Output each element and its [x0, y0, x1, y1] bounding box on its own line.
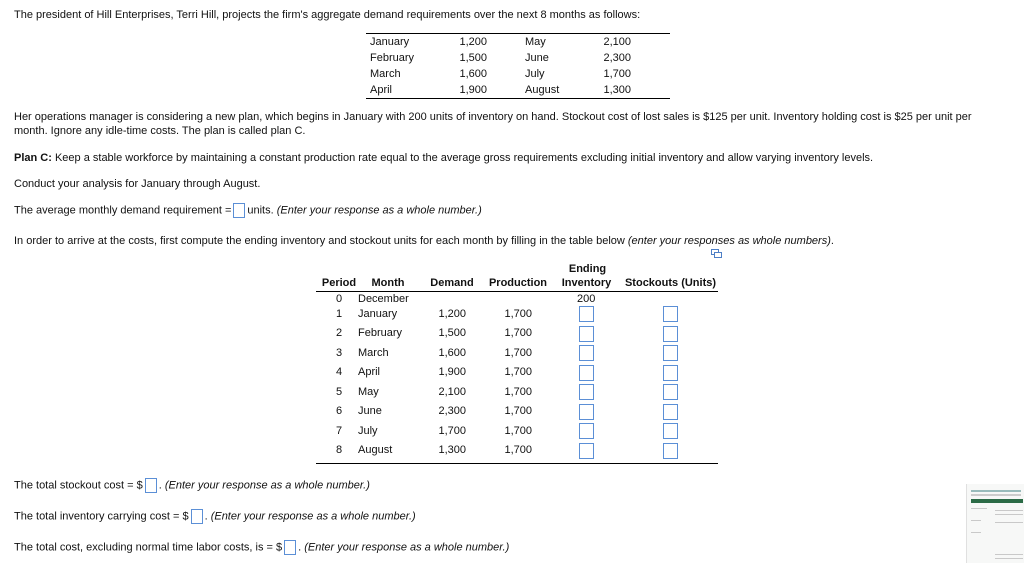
stockouts-input[interactable]: [663, 384, 678, 400]
instruction-end: .: [830, 235, 834, 247]
production-cell: 1,700: [504, 405, 532, 417]
thumbnail-line: [995, 558, 1023, 559]
month-cell: June: [358, 405, 382, 417]
demand-value: 2,100: [603, 36, 631, 48]
ending-inventory-input[interactable]: [579, 345, 594, 361]
avg-demand-suffix: units.: [247, 204, 274, 217]
ending-inventory-input[interactable]: [579, 443, 594, 459]
plan-description-line1: Her operations manager is considering a new plan, which begins in January with 200 units of inventory on hand. Stockout cost of lost sales is $125 per unit. Inventory holding cost is $25 per unit per: [14, 111, 972, 123]
demand-cell: 1,700: [438, 425, 466, 437]
plan-c-label: Plan C:: [14, 152, 52, 164]
carrying-cost-end: .: [204, 510, 208, 523]
total-cost-prefix: The total cost, excluding normal time labor costs, is = $: [14, 541, 283, 554]
production-cell: 1,700: [504, 386, 532, 398]
header-stockouts: Stockouts (Units): [624, 277, 717, 289]
thumbnail-header-bar: [971, 490, 1021, 492]
header-demand: Demand: [430, 277, 474, 289]
ending-inventory-input[interactable]: [579, 404, 594, 420]
total-cost-input[interactable]: [284, 540, 296, 555]
production-cell: 1,700: [504, 327, 532, 339]
period-cell: 3: [336, 347, 343, 359]
production-cell: 1,700: [504, 425, 532, 437]
avg-demand-hint: (Enter your response as a whole number.): [276, 204, 482, 217]
demand-value: 2,300: [603, 52, 631, 64]
plan-table-header-rule: [316, 291, 718, 292]
production-cell: 1,700: [504, 308, 532, 320]
total-cost-question: [14, 540, 509, 555]
period-cell: 8: [336, 444, 343, 456]
month-cell: May: [358, 386, 379, 398]
stockouts-input[interactable]: [663, 404, 678, 420]
ending-inventory-cell: 200: [577, 293, 596, 305]
demand-cell: 1,300: [438, 444, 466, 456]
header-month: Month: [371, 277, 405, 289]
demand-cell: 1,500: [438, 327, 466, 339]
plan-table-bottom-rule: [316, 463, 718, 464]
stockouts-input[interactable]: [663, 443, 678, 459]
thumbnail-line: [995, 514, 1023, 515]
stockouts-input[interactable]: [663, 326, 678, 342]
header-ending-top: Ending: [568, 263, 607, 275]
header-ending-bottom: Inventory: [561, 277, 612, 289]
demand-value: 1,600: [459, 68, 487, 80]
demand-cell: 2,300: [438, 405, 466, 417]
thumbnail-line: [971, 520, 981, 521]
thumbnail-line: [995, 510, 1023, 511]
stockouts-input[interactable]: [663, 306, 678, 322]
month-cell: August: [358, 444, 393, 456]
demand-month: August: [525, 84, 560, 96]
demand-table-top-rule: [366, 33, 670, 34]
total-cost-hint: (Enter your response as a whole number.): [304, 541, 510, 554]
demand-cell: 1,600: [438, 347, 466, 359]
production-cell: 1,700: [504, 366, 532, 378]
period-cell: 2: [336, 327, 343, 339]
plan-c-text: [14, 152, 873, 164]
demand-value: 1,700: [603, 68, 631, 80]
demand-cell: 2,100: [438, 386, 466, 398]
demand-month: February: [370, 52, 415, 64]
avg-demand-input[interactable]: [233, 203, 245, 218]
thumbnail-line: [995, 554, 1023, 555]
carrying-cost-hint: (Enter your response as a whole number.): [210, 510, 416, 523]
period-cell: 1: [336, 308, 343, 320]
instruction-hint: (enter your responses as whole numbers): [627, 235, 831, 247]
demand-month: May: [525, 36, 546, 48]
month-cell: December: [358, 293, 409, 305]
demand-value: 1,500: [459, 52, 487, 64]
demand-month: April: [370, 84, 393, 96]
demand-cell: 1,900: [438, 366, 466, 378]
stockouts-input[interactable]: [663, 365, 678, 381]
stockouts-input[interactable]: [663, 345, 678, 361]
stockout-cost-prefix: The total stockout cost = $: [14, 479, 143, 492]
header-production: Production: [488, 277, 548, 289]
thumbnail-panel[interactable]: [966, 484, 1024, 563]
stockout-cost-end: .: [158, 479, 162, 492]
plan-description-line2: month. Ignore any idle-time costs. The plan is called plan C.: [14, 125, 306, 137]
period-cell: 0: [336, 293, 343, 305]
ending-inventory-input[interactable]: [579, 306, 594, 322]
demand-table-bottom-rule: [366, 98, 670, 99]
thumbnail-line: [971, 532, 981, 533]
month-cell: July: [358, 425, 378, 437]
stockouts-input[interactable]: [663, 423, 678, 439]
avg-demand-question: [14, 203, 482, 218]
demand-value: 1,200: [459, 36, 487, 48]
avg-demand-prefix: The average monthly demand requirement =: [14, 204, 232, 217]
thumbnail-accent-bar: [971, 499, 1023, 503]
demand-month: July: [525, 68, 545, 80]
stockout-cost-question: [14, 478, 370, 493]
carrying-cost-input[interactable]: [191, 509, 203, 524]
demand-month: January: [370, 36, 410, 48]
month-cell: March: [358, 347, 389, 359]
ending-inventory-input[interactable]: [579, 365, 594, 381]
period-cell: 5: [336, 386, 343, 398]
demand-value: 1,300: [603, 84, 631, 96]
month-cell: April: [358, 366, 381, 378]
conduct-text: Conduct your analysis for January through August.: [14, 178, 261, 190]
ending-inventory-input[interactable]: [579, 384, 594, 400]
demand-value: 1,900: [459, 84, 487, 96]
carrying-cost-prefix: The total inventory carrying cost = $: [14, 510, 189, 523]
production-cell: 1,700: [504, 444, 532, 456]
carrying-cost-question: [14, 509, 416, 524]
period-cell: 6: [336, 405, 343, 417]
demand-cell: 1,200: [438, 308, 466, 320]
ending-inventory-input[interactable]: [579, 423, 594, 439]
intro-text: The president of Hill Enterprises, Terri Hill, projects the firm's aggregate demand requirements over the next 8 months as follows:: [14, 9, 641, 21]
plan-c-description: Keep a stable workforce by maintaining a constant production rate equal to the average gross requirements excluding initial inventory and allow varying inventory levels.: [51, 152, 874, 164]
thumbnail-line: [995, 522, 1023, 523]
instruction-prefix: In order to arrive at the costs, first compute the ending inventory and stockout units for each month by filling in the table below: [14, 235, 628, 247]
period-cell: 4: [336, 366, 343, 378]
header-period: Period: [321, 277, 357, 289]
thumbnail-subheader-bar: [971, 494, 1021, 496]
stockout-cost-hint: (Enter your response as a whole number.): [164, 479, 370, 492]
total-cost-end: .: [298, 541, 302, 554]
instruction-text: [14, 235, 834, 247]
period-cell: 7: [336, 425, 343, 437]
month-cell: February: [358, 327, 403, 339]
production-cell: 1,700: [504, 347, 532, 359]
thumbnail-line: [971, 508, 987, 509]
month-cell: January: [358, 308, 398, 320]
ending-inventory-input[interactable]: [579, 326, 594, 342]
demand-month: March: [370, 68, 401, 80]
demand-month: June: [525, 52, 549, 64]
stockout-cost-input[interactable]: [145, 478, 157, 493]
copy-icon[interactable]: [711, 249, 722, 258]
